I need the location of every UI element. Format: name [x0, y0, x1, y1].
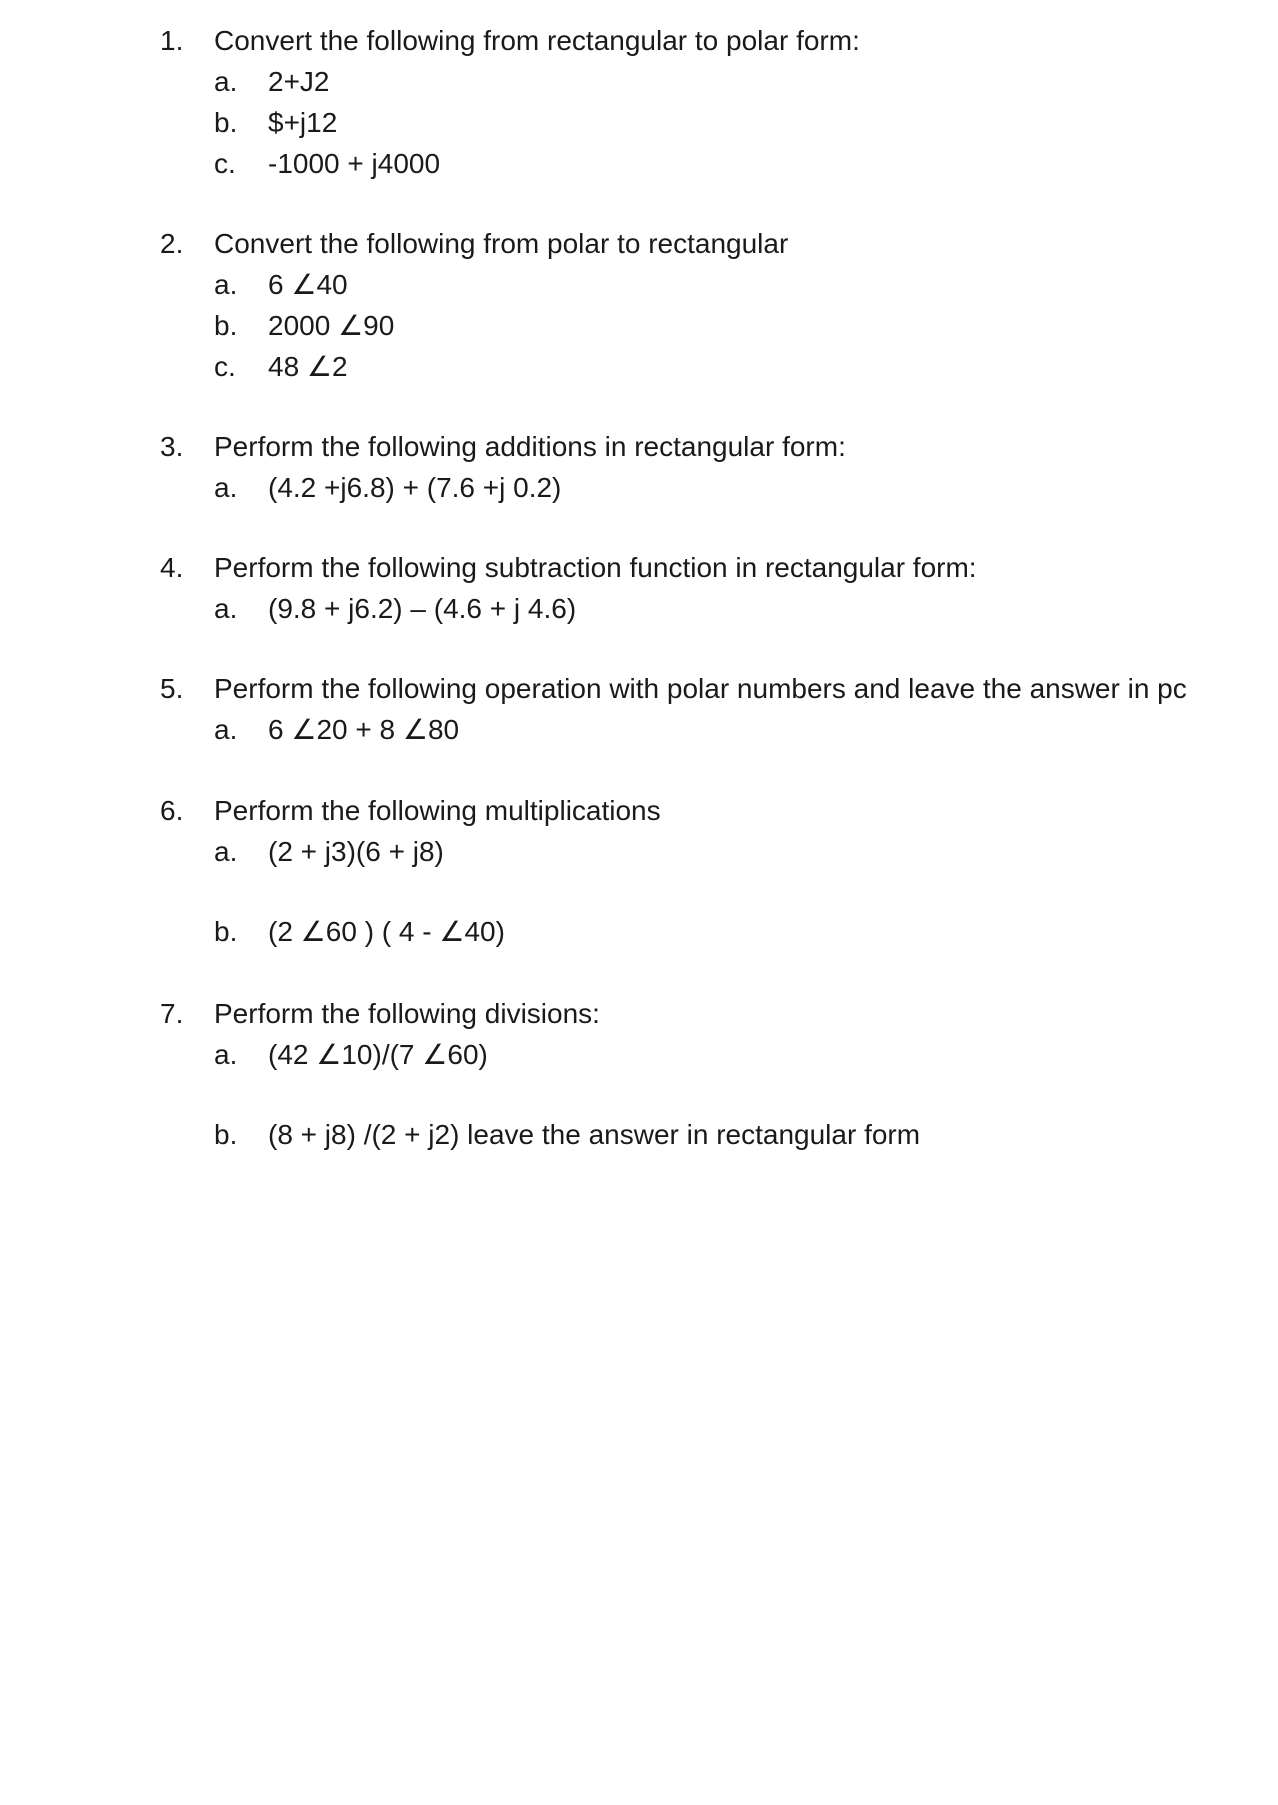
question-text: Convert the following from polar to rectangular	[214, 228, 789, 259]
sub-item-label: a.	[214, 714, 238, 745]
question-text: Perform the following operation with polar numbers and leave the answer in pc	[214, 673, 1187, 704]
question-text: Perform the following additions in rectangular form:	[214, 431, 846, 462]
sub-item-text: 48 ∠2	[268, 351, 348, 382]
question-number: 3.	[160, 431, 184, 462]
sub-item-label: a.	[214, 593, 238, 624]
sub-item-text: $+j12	[268, 107, 338, 138]
question-number: 1.	[160, 25, 184, 56]
sub-item-text: 6 ∠20 + 8 ∠80	[268, 714, 460, 745]
sub-item-text: (2 + j3)(6 + j8)	[268, 836, 444, 867]
sub-item-label: b.	[214, 1119, 238, 1150]
sub-item-label: a.	[214, 1039, 238, 1070]
question-text: Perform the following divisions:	[214, 998, 600, 1029]
question-number: 4.	[160, 552, 184, 583]
question-text: Perform the following multiplications	[214, 795, 661, 826]
sub-item-text: 2000 ∠90	[268, 310, 395, 341]
question-number: 6.	[160, 795, 184, 826]
sub-item-label: c.	[214, 351, 236, 382]
sub-item-text: (2 ∠60 ) ( 4 - ∠40)	[268, 916, 505, 947]
sub-item-label: a.	[214, 836, 238, 867]
sub-item-label: b.	[214, 107, 238, 138]
sub-item-text: 6 ∠40	[268, 269, 348, 300]
question-number: 7.	[160, 998, 184, 1029]
sub-item-label: a.	[214, 269, 238, 300]
sub-item-label: a.	[214, 472, 238, 503]
sub-item-text: (42 ∠10)/(7 ∠60)	[268, 1039, 488, 1070]
question-number: 2.	[160, 228, 184, 259]
sub-item-text: (8 + j8) /(2 + j2) leave the answer in rectangular form	[268, 1119, 921, 1150]
sub-item-label: a.	[214, 66, 238, 97]
sub-item-text: (9.8 + j6.2) – (4.6 + j 4.6)	[268, 593, 577, 624]
question-text: Perform the following subtraction function in rectangular form:	[214, 552, 977, 583]
sub-item-label: c.	[214, 148, 236, 179]
sub-item-label: b.	[214, 916, 238, 947]
sub-item-text: (4.2 +j6.8) + (7.6 +j 0.2)	[268, 472, 562, 503]
question-number: 5.	[160, 673, 184, 704]
sub-item-label: b.	[214, 310, 238, 341]
question-text: Convert the following from rectangular to polar form:	[214, 25, 860, 56]
sub-item-text: -1000 + j4000	[268, 148, 441, 179]
sub-item-text: 2+J2	[268, 66, 330, 97]
